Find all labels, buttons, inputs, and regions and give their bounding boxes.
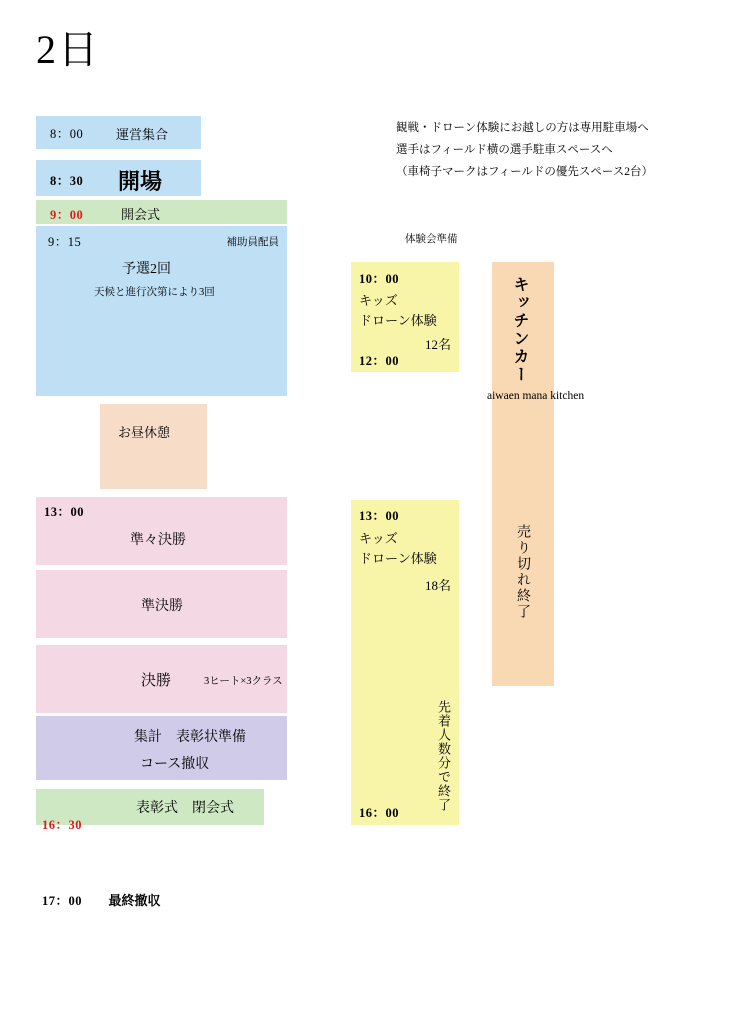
schedule-row-ohiru-kyukei [100, 404, 207, 489]
experience-2-end: 16：00 [359, 806, 400, 820]
schedule-label-course-tekkyu: コース撤収 [140, 757, 210, 772]
schedule-label-jun-kessho: 準決勝 [141, 599, 183, 614]
experience-2-line2: ドローン体験 [359, 551, 437, 566]
kitchen-car-title: キッチンカー [511, 276, 528, 384]
schedule-note-yosen-sub: 天候と進行次第により3回 [94, 287, 215, 298]
schedule-time-1300: 13：00 [44, 505, 85, 519]
schedule-row-kaikaishiki [36, 200, 287, 224]
experience-1-end: 12：00 [359, 354, 400, 368]
schedule-label-kessho: 決勝 [141, 673, 172, 689]
experience-1-start: 10：00 [359, 272, 400, 286]
experience-session-1 [351, 262, 459, 372]
notice-block [396, 118, 653, 184]
final-row [42, 890, 160, 910]
notice-line-2: 選手はフィールド横の選手駐車スペースへ [396, 143, 613, 156]
kitchen-car-block [492, 262, 554, 686]
experience-2-capacity: 18名 [424, 578, 451, 593]
experience-1-line2: ドローン体験 [359, 313, 437, 328]
schedule-row-shukei-tekkyu [36, 716, 287, 780]
experience-header: 体験会準備 [405, 234, 458, 245]
experience-1-line1: キッズ [359, 293, 398, 308]
schedule-label-shukei: 集計 表彰状準備 [134, 730, 246, 745]
schedule-label-junjun-kessho: 準々決勝 [130, 533, 186, 548]
schedule-row-jun-kessho [36, 570, 287, 638]
notice-line-3: （車椅子マークはフィールドの優先スペース2台） [396, 165, 654, 178]
schedule-label-kaikaishiki: 開会式 [121, 207, 161, 222]
schedule-label-hyoshoshiki: 表彰式 閉会式 [136, 801, 234, 816]
experience-1-capacity: 12名 [424, 337, 451, 352]
kitchen-car-status: 売り切れ終了 [515, 524, 530, 620]
schedule-note-hojoin: 補助員配員 [226, 237, 279, 248]
schedule-label-kaijo: 開場 [118, 169, 163, 194]
schedule-row-kessho [36, 645, 287, 713]
schedule-row-unei-shugo [36, 116, 201, 149]
schedule-label-unei-shugo: 運営集合 [116, 127, 169, 142]
schedule-note-kessho-sub: 3ヒート×3クラス [204, 676, 283, 687]
experience-2-line1: キッズ [359, 531, 398, 546]
experience-2-start: 13：00 [359, 509, 400, 523]
schedule-time-0900: 9：00 [50, 208, 84, 222]
page-title: 2日 [36, 27, 100, 72]
notice-line-1: 観戦・ドローン体験にお越しの方は専用駐車場へ [396, 122, 649, 134]
schedule-label-ohiru-kyukei: お昼休憩 [118, 425, 171, 440]
schedule-label-yosen: 予選2回 [122, 262, 171, 277]
schedule-time-0915: 9：15 [48, 235, 82, 249]
final-label: 最終撤収 [108, 893, 161, 908]
schedule-row-yosen [36, 226, 287, 396]
experience-session-2 [351, 500, 459, 825]
kitchen-car-subtitle: aiwaen mana kitchen [487, 390, 585, 402]
schedule-row-junjun-kessho [36, 497, 287, 565]
schedule-time-0800: 8：00 [50, 127, 84, 141]
final-time: 17：00 [42, 894, 83, 908]
schedule-time-1630: 16：30 [42, 818, 83, 832]
experience-2-vertical-note: 先着人数分で終了 [436, 700, 451, 812]
schedule-row-kaijo [36, 160, 201, 196]
schedule-time-0830: 8：30 [50, 174, 84, 188]
